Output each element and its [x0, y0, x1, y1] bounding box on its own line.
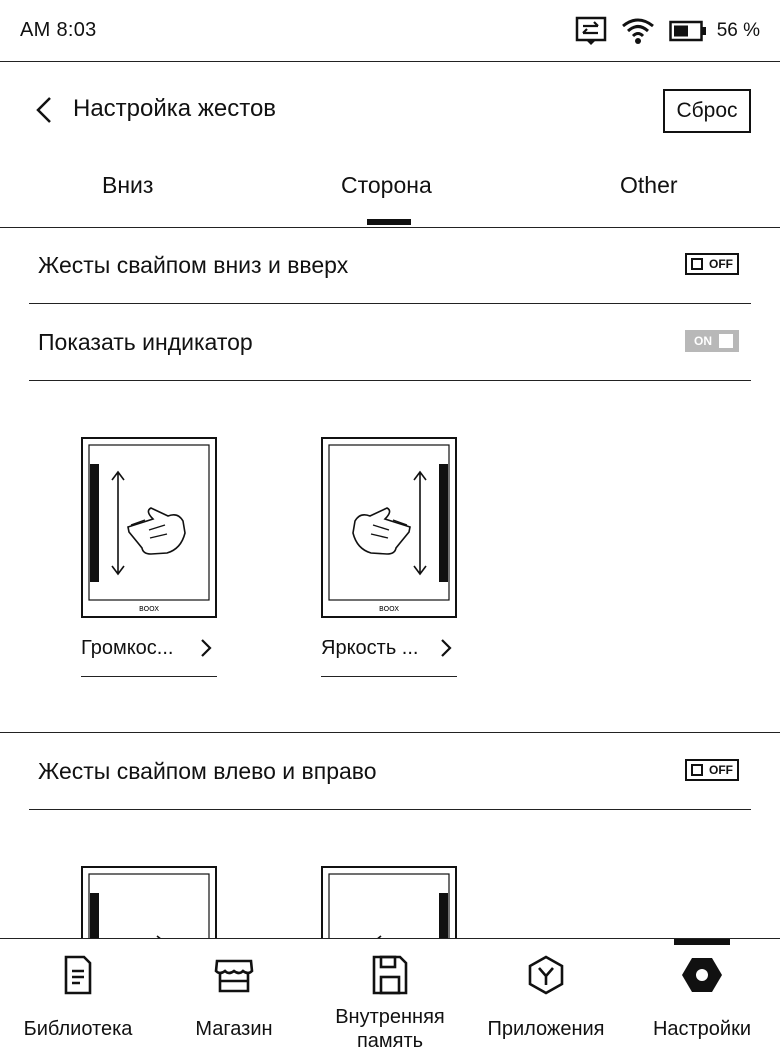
gesture-card-partial-left[interactable] [81, 866, 217, 940]
toggle-state: OFF [709, 763, 733, 777]
header [0, 62, 780, 158]
tab-down[interactable]: Вниз [102, 172, 154, 198]
battery-percent: 56 % [716, 20, 760, 41]
right-edge-swipe-illustration [321, 866, 457, 940]
toggle-knob [719, 334, 733, 348]
toggle-knob [691, 764, 703, 776]
horizontal-swipe-row [29, 734, 751, 810]
nav-label: Настройки [652, 1018, 752, 1040]
store-icon [212, 953, 256, 997]
vertical-swipe-row [29, 228, 751, 304]
nav-store[interactable] [164, 939, 304, 1054]
show-indicator-toggle[interactable] [685, 330, 739, 352]
tab-bar [0, 158, 780, 228]
status-bar [0, 0, 780, 62]
gesture-card-partial-right[interactable] [321, 866, 457, 940]
toggle-state: OFF [709, 257, 733, 271]
tab-side[interactable]: Сторона [341, 172, 432, 198]
sync-icon [575, 16, 607, 46]
page-title: Настройка жестов [73, 95, 277, 122]
nav-label: Магазин [195, 1018, 273, 1040]
toggle-state: ON [694, 334, 712, 348]
show-indicator-label: Показать индикатор [38, 329, 253, 355]
gesture-card-label: Яркость ... [321, 637, 419, 659]
vertical-swipe-label: Жесты свайпом вниз и вверх [38, 252, 349, 278]
device-brand: BOOX [138, 605, 160, 613]
left-edge-swipe-illustration [81, 866, 217, 940]
vertical-swipe-toggle[interactable] [685, 253, 739, 275]
toggle-knob [691, 258, 703, 270]
horizontal-swipe-label: Жесты свайпом влево и вправо [38, 758, 377, 784]
wifi-icon [621, 17, 655, 45]
nav-label: Библиотека [23, 1018, 133, 1040]
reset-button[interactable]: Сброс [663, 89, 751, 133]
right-edge-swipe-illustration [321, 437, 457, 618]
bottom-navigation [0, 938, 780, 1054]
chevron-right-icon [199, 637, 213, 659]
section-divider [0, 732, 780, 733]
storage-icon [368, 953, 412, 997]
status-time: AM 8:03 [20, 19, 97, 41]
chevron-right-icon [439, 637, 453, 659]
battery-icon [669, 20, 707, 42]
left-edge-swipe-illustration [81, 437, 217, 618]
tab-other[interactable]: Other [620, 172, 678, 198]
nav-storage[interactable] [320, 939, 460, 1054]
device-brand: BOOX [378, 605, 400, 613]
gesture-card-caption [81, 637, 217, 677]
active-tab-indicator [367, 219, 411, 225]
nav-label: Внутренняя память [335, 1006, 445, 1052]
library-icon [56, 953, 100, 997]
gesture-card-label: Громкос... [81, 637, 174, 659]
settings-icon [680, 953, 724, 997]
horizontal-swipe-toggle[interactable] [685, 759, 739, 781]
apps-icon [524, 953, 568, 997]
nav-settings[interactable] [632, 939, 772, 1054]
nav-library[interactable] [8, 939, 148, 1054]
back-arrow-icon[interactable] [30, 94, 58, 126]
nav-label: Приложения [487, 1018, 605, 1040]
nav-apps[interactable] [476, 939, 616, 1054]
gesture-card-caption [321, 637, 457, 677]
status-icons [575, 14, 760, 48]
show-indicator-row [29, 305, 751, 381]
